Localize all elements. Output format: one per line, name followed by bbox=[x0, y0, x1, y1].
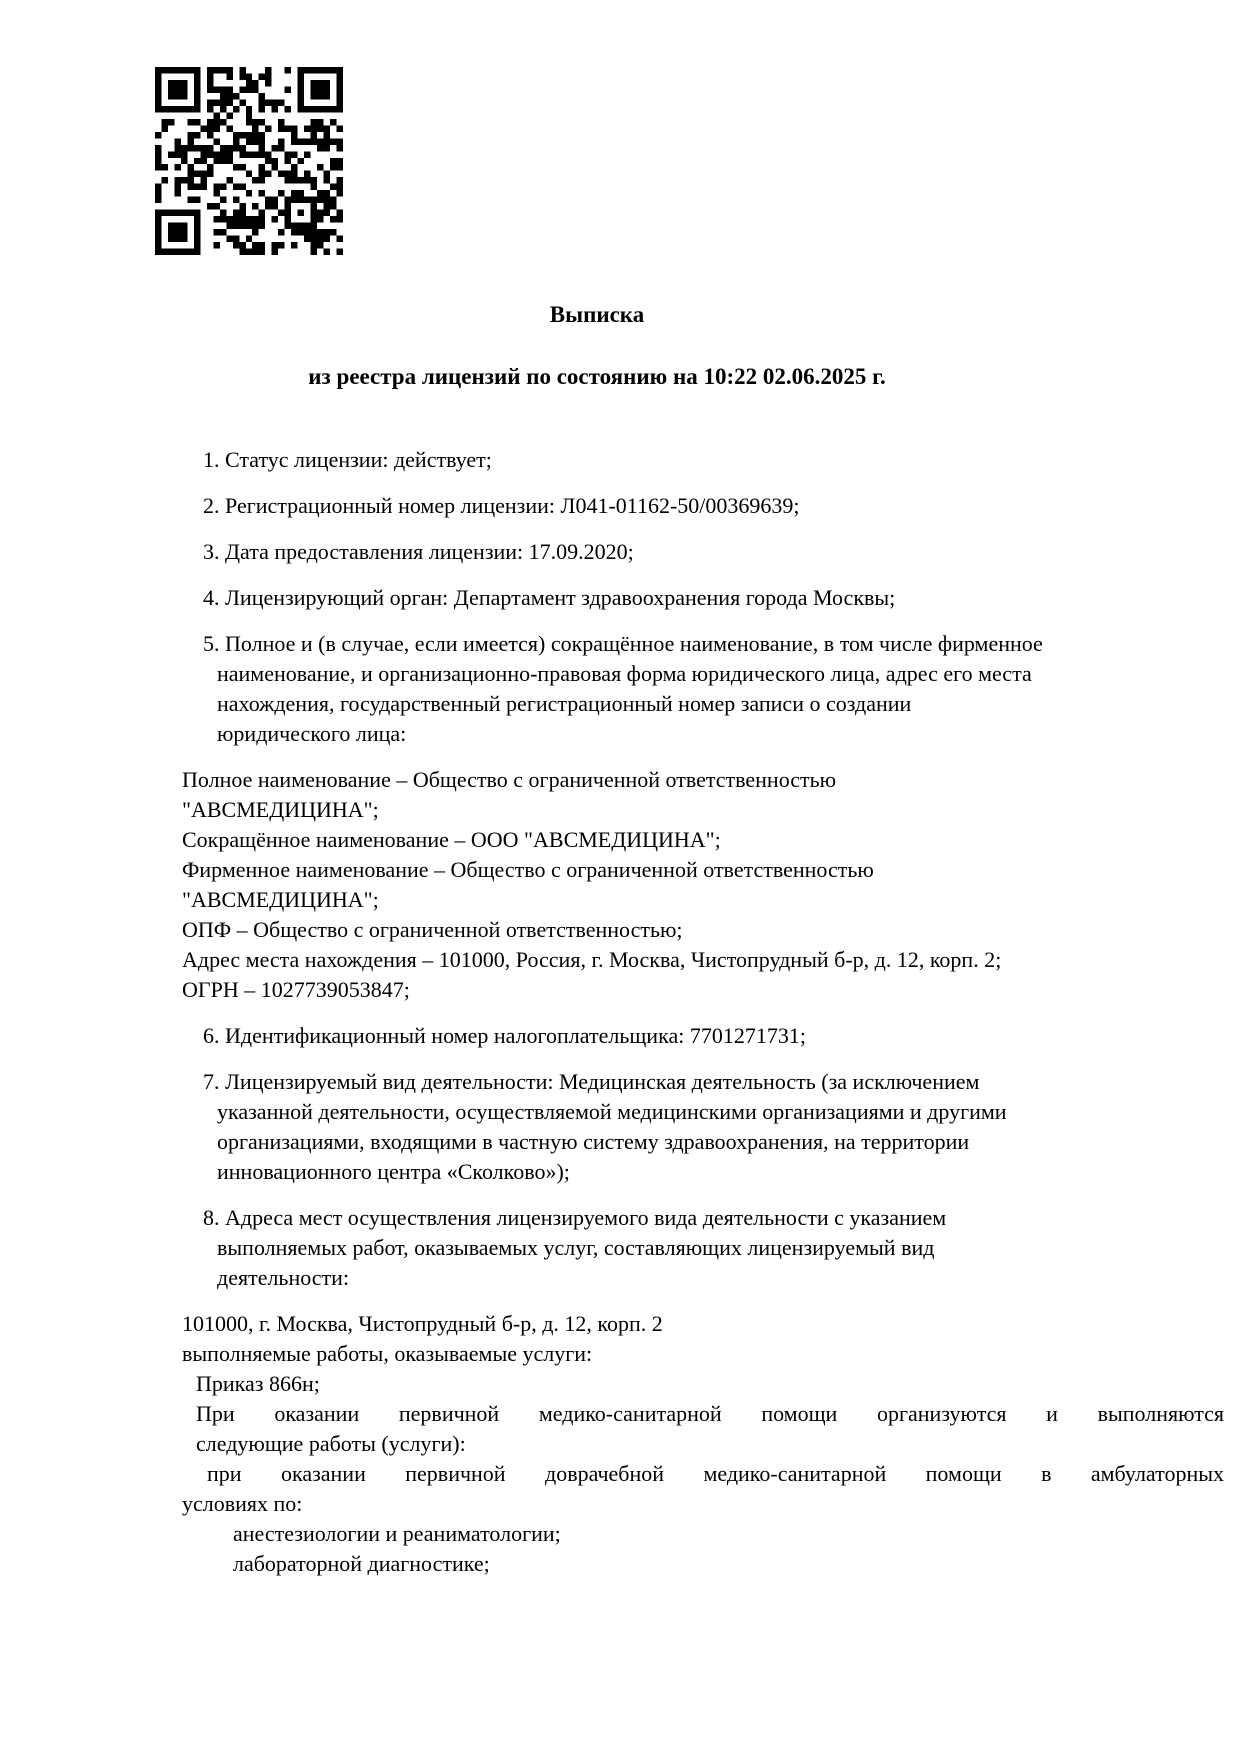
license-item-5-line: юридического лица: bbox=[217, 721, 407, 746]
license-item-5-line: нахождения, государственный регистрационный номер записи о создании bbox=[217, 691, 912, 716]
document-title: Выписка bbox=[549, 302, 645, 327]
qr-code-image bbox=[155, 67, 343, 255]
primary-care-line: следующие работы (услуги): bbox=[196, 1431, 466, 1456]
primary-care-line: При оказании первичной медико-санитарной помощи организуются и выполняются bbox=[196, 1401, 1224, 1426]
license-item-1 bbox=[182, 445, 1224, 475]
full-name-line: Полное наименование – Общество с ограниченной ответственностью bbox=[182, 767, 837, 792]
license-item-2-text: 2. Регистрационный номер лицензии: Л041-01162-50/00369639; bbox=[203, 493, 800, 518]
organization-details-block bbox=[182, 765, 1224, 1005]
qr-code bbox=[155, 67, 343, 255]
pre-medical-care-line: условиях по: bbox=[182, 1491, 303, 1516]
license-item-8-line: деятельности: bbox=[217, 1265, 350, 1290]
document-subtitle: из реестра лицензий по состоянию на 10:22 02.06.2025 г. bbox=[308, 364, 886, 389]
license-item-6-text: 6. Идентификационный номер налогоплательщика: 7701271731; bbox=[203, 1023, 806, 1048]
license-item-5-line: 5. Полное и (в случае, если имеется) сокращённое наименование, в том числе фирменное bbox=[203, 631, 1043, 656]
license-item-1-text: 1. Статус лицензии: действует; bbox=[203, 447, 492, 472]
license-item-5-line: наименование, и организационно-правовая форма юридического лица, адрес его места bbox=[217, 661, 1032, 686]
brand-name-line: Фирменное наименование – Общество с ограниченной ответственностью bbox=[182, 857, 874, 882]
works-services-heading: выполняемые работы, оказываемые услуги: bbox=[182, 1341, 593, 1366]
service-anesthesiology: анестезиологии и реаниматологии; bbox=[233, 1521, 561, 1546]
license-item-7-line: указанной деятельности, осуществляемой медицинскими организациями и другими bbox=[217, 1099, 1007, 1124]
service-lab-diagnostics: лабораторной диагностике; bbox=[233, 1551, 490, 1576]
license-item-3-text: 3. Дата предоставления лицензии: 17.09.2020; bbox=[203, 539, 634, 564]
license-item-8-line: 8. Адреса мест осуществления лицензируемого вида деятельности с указанием bbox=[203, 1205, 947, 1230]
pre-medical-care-line: при оказании первичной доврачебной медико-санитарной помощи в амбулаторных bbox=[207, 1461, 1224, 1486]
legal-form-line: ОПФ – Общество с ограниченной ответственностью; bbox=[182, 917, 683, 942]
license-item-7-line: инновационного центра «Сколково»); bbox=[217, 1159, 570, 1184]
license-item-5 bbox=[182, 629, 1224, 749]
license-item-7-line: организациями, входящими в частную систему здравоохранения, на территории bbox=[217, 1129, 970, 1154]
license-item-2 bbox=[182, 491, 1224, 521]
short-name-line: Сокращённое наименование – ООО "АВСМЕДИЦИНА"; bbox=[182, 827, 721, 852]
activity-address-line: 101000, г. Москва, Чистопрудный б-р, д. 12, корп. 2 bbox=[182, 1311, 663, 1336]
license-item-8 bbox=[182, 1203, 1224, 1293]
ogrn-line: ОГРН – 1027739053847; bbox=[182, 977, 410, 1002]
license-item-3 bbox=[182, 537, 1224, 567]
activity-addresses-block bbox=[182, 1309, 1224, 1579]
full-name-line: "АВСМЕДИЦИНА"; bbox=[182, 797, 379, 822]
document-body bbox=[182, 445, 1224, 1579]
license-item-6 bbox=[182, 1021, 1224, 1051]
license-item-4 bbox=[182, 583, 1224, 613]
license-item-4-text: 4. Лицензирующий орган: Департамент здравоохранения города Москвы; bbox=[203, 585, 896, 610]
legal-address-line: Адрес места нахождения – 101000, Россия, г. Москва, Чистопрудный б-р, д. 12, корп. 2; bbox=[182, 947, 1002, 972]
document-header bbox=[182, 300, 1012, 392]
license-item-8-line: выполняемых работ, оказываемых услуг, составляющих лицензируемый вид bbox=[217, 1235, 935, 1260]
license-item-7 bbox=[182, 1067, 1224, 1187]
brand-name-line: "АВСМЕДИЦИНА"; bbox=[182, 887, 379, 912]
license-item-7-line: 7. Лицензируемый вид деятельности: Медицинская деятельность (за исключением bbox=[203, 1069, 980, 1094]
order-866n-line: Приказ 866н; bbox=[196, 1371, 320, 1396]
